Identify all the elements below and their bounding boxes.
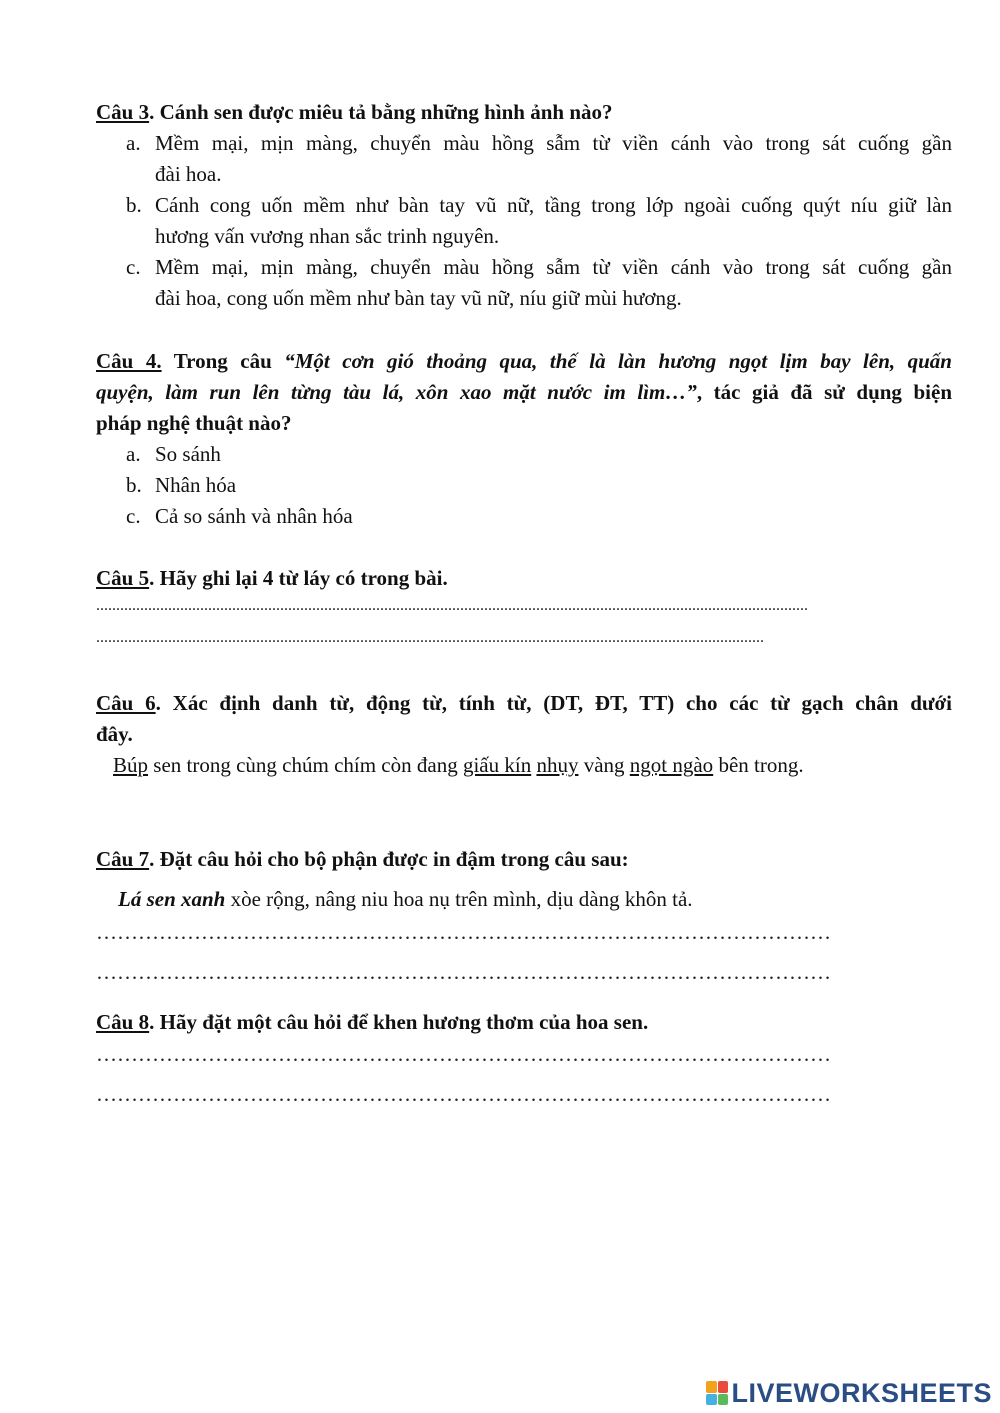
option-label: a. [126,442,141,466]
option-text: So sánh [155,442,221,466]
question-8-number: Câu 8 [96,1010,150,1034]
question-4-lead: Trong câu [161,349,285,373]
question-8-answer-line-2[interactable]: …………………………………………………………………………………………… [96,1082,831,1106]
option-text-line1: Cánh cong uốn mềm như bàn tay vũ nữ, tầng trong lớp ngoài cuống quýt níu giữ làn [155,193,952,217]
question-3-option-c[interactable] [126,252,952,314]
question-4-option-c[interactable] [126,501,952,532]
option-text-line2: đài hoa, cong uốn mềm như bàn tay vũ nữ, níu giữ mùi hương. [155,286,682,310]
underlined-word-bup: Búp [113,753,149,777]
question-4-option-b[interactable] [126,470,952,501]
question-3-option-b[interactable] [126,190,952,252]
underlined-word-giau-kin: giấu kín [462,753,532,777]
option-text-line1: Mềm mại, mịn màng, chuyển màu hồng sẫm từ viền cánh vào trong sát cuống gần [155,131,952,155]
logo-text: LIVEWORKSHEETS [731,1377,992,1408]
question-4-quote-line1: “Một cơn gió thoảng qua, thế là làn hương ngọt lịm bay lên, quấn [284,349,952,373]
sentence-part: sen trong cùng chúm chím còn đang [148,753,463,777]
question-4-option-a[interactable] [126,439,952,470]
option-label: b. [126,193,142,217]
question-4-number: Câu 4. [96,349,162,373]
liveworksheets-logo-icon [706,1381,728,1405]
question-6-title-line1 [96,688,952,719]
question-7-title [96,844,629,875]
question-5-title [96,563,448,594]
underlined-word-nhuy: nhụy [536,753,579,777]
question-5-text: . Hãy ghi lại 4 từ láy có trong bài. [149,566,448,590]
question-8-title [96,1007,648,1038]
question-4-quote-line2: quyện, làm run lên từng tàu lá, xôn xao mặt nước im lìm…” [96,380,697,404]
option-text-line1: Mềm mại, mịn màng, chuyển màu hồng sẫm từ viền cánh vào trong sát cuống gần [155,255,952,279]
option-label: c. [126,255,141,279]
option-label: b. [126,473,142,497]
question-7-bold-part: Lá sen xanh [118,887,226,911]
question-7-answer-line-2[interactable]: …………………………………………………………………………………………… [96,960,831,984]
question-6-sentence [113,750,804,781]
question-5-answer-line-1[interactable]: .................................................................................................................................................................................. [96,597,808,614]
question-4-line2 [96,377,952,408]
question-5-answer-line-2[interactable]: ....................................................................................................................................................................... [96,629,764,646]
sentence-part: vàng [578,753,630,777]
question-7-answer-line-1[interactable]: …………………………………………………………………………………………… [96,920,831,944]
option-text-line2: đài hoa. [155,162,222,186]
question-3-option-a[interactable] [126,128,952,190]
question-8-answer-line-1[interactable]: …………………………………………………………………………………………… [96,1042,831,1066]
question-5-number: Câu 5 [96,566,150,590]
question-7-sentence [118,884,693,915]
option-label: a. [126,131,141,155]
question-4-line3: pháp nghệ thuật nào? [96,411,292,435]
question-6-title-line2: đây. [96,722,133,746]
question-8-text: . Hãy đặt một câu hỏi để khen hương thơm của hoa sen. [149,1010,649,1034]
question-3-number: Câu 3 [96,100,150,124]
question-4-tail-line2: , tác giả đã sử dụng biện [696,380,952,404]
question-7-number: Câu 7 [96,847,150,871]
option-text: Nhân hóa [155,473,237,497]
question-6-text-line1: . Xác định danh từ, động từ, tính từ, (DT, ĐT, TT) cho các từ gạch chân dưới [155,691,952,715]
question-6-number: Câu 6 [96,691,156,715]
liveworksheets-logo [706,1378,992,1408]
question-4-line1 [96,346,952,377]
option-text-line2: hương vấn vương nhan sắc trinh nguyên. [155,224,500,248]
option-label: c. [126,504,141,528]
option-text: Cả so sánh và nhân hóa [155,504,353,528]
sentence-part: bên trong. [713,753,804,777]
question-7-text: . Đặt câu hỏi cho bộ phận được in đậm trong câu sau: [149,847,629,871]
question-7-sentence-rest: xòe rộng, nâng niu hoa nụ trên mình, dịu dàng khôn tả. [225,887,693,911]
underlined-word-ngot-ngao: ngọt ngào [629,753,714,777]
question-3-text: . Cánh sen được miêu tả bằng những hình ảnh nào? [149,100,613,124]
question-3-title [96,97,613,128]
